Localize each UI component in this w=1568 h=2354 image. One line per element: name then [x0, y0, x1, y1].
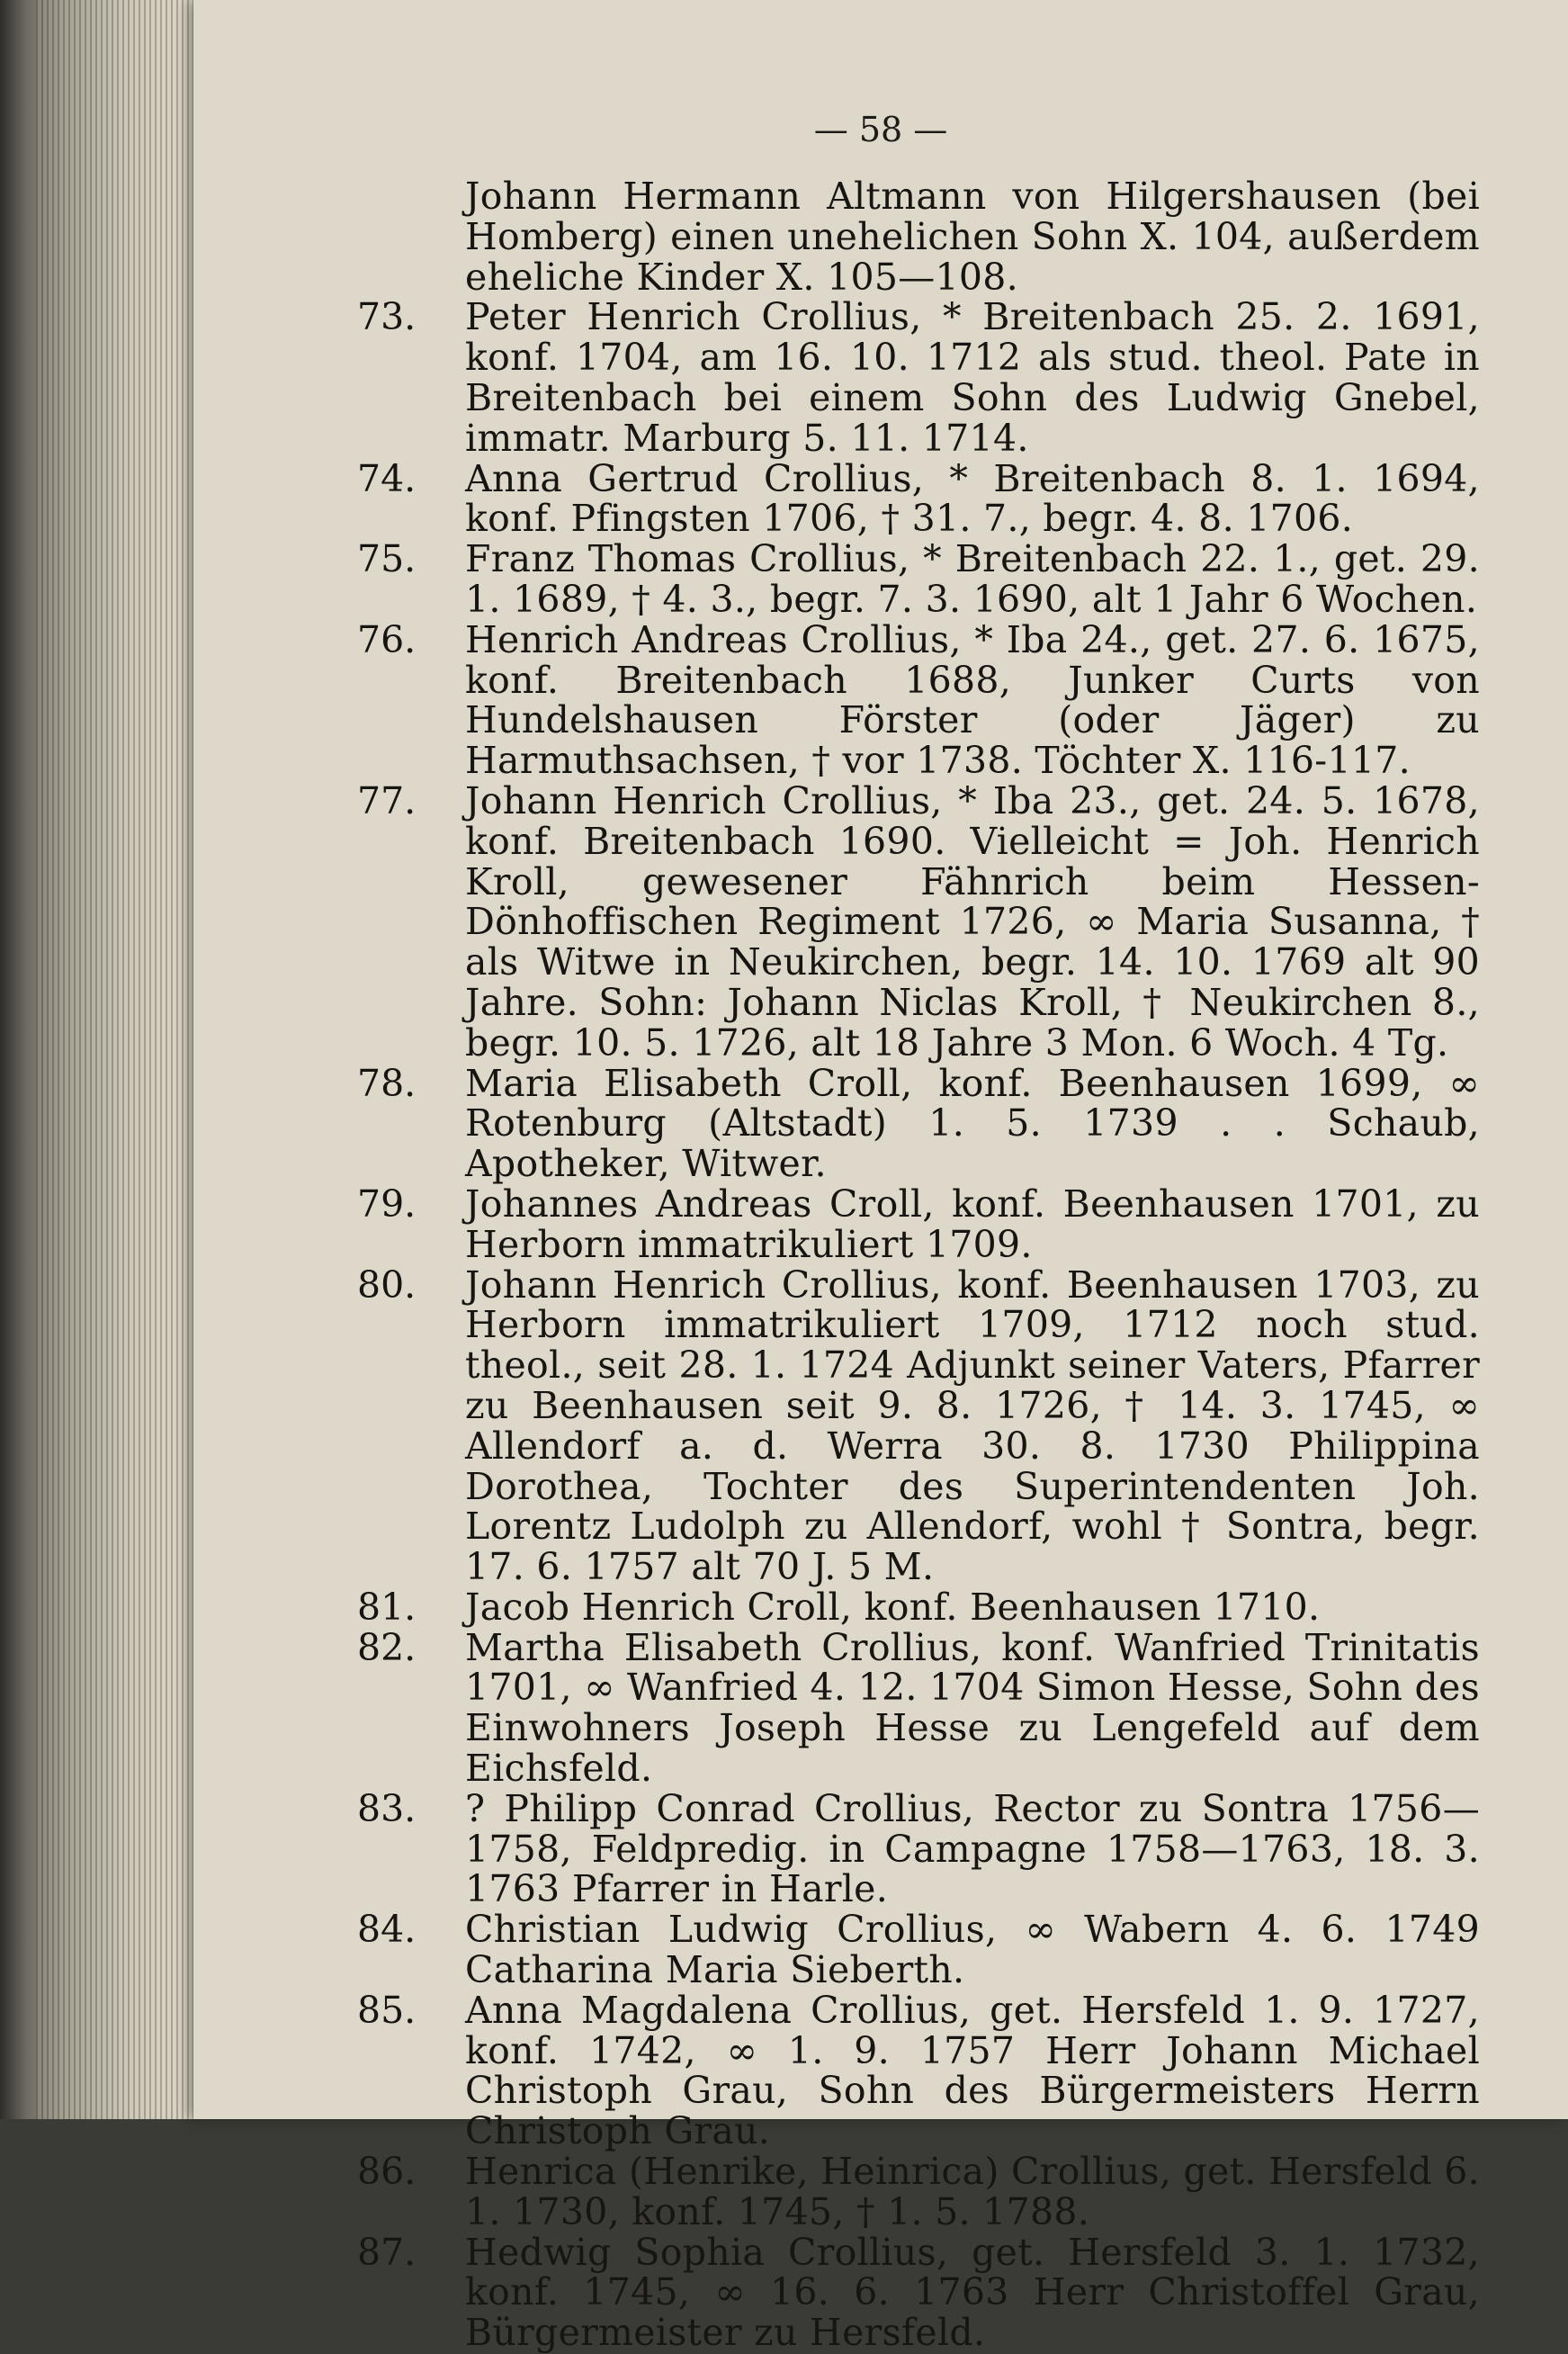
entry-number: 86.	[357, 2150, 417, 2194]
entry-79	[274, 1181, 1480, 1266]
entry-80	[274, 1262, 1480, 1589]
entry-78	[274, 1061, 1480, 1186]
entry-number: 82.	[357, 1625, 417, 1669]
entry-text: Martha Elisabeth Crollius, konf. Wanfried Trinitatis 1701, ∞ Wanfried 4. 12. 1704 Simon Hesse, Sohn des Einwohners Joseph Hesse zu Lengefeld auf dem Eichsfeld.	[465, 1625, 1481, 1791]
entry-number: 74.	[357, 456, 417, 500]
entry-86	[274, 2152, 1480, 2233]
entry-text: Henrich Andreas Crollius, * Iba 24., get. 27. 6. 1675, konf. Breitenbach 1688, Junker Curts von Hundelshausen Förster (oder Jäger) zu Harmuthsachsen, † vor 1738. Töchter X. 116-117.	[465, 617, 1480, 783]
entry-number: 78.	[357, 1061, 417, 1105]
entry-number: 83.	[357, 1786, 417, 1830]
intro-paragraph: Johann Hermann Altmann von Hilgershausen (bei Homberg) einen unehelichen Sohn X. 104, außerdem eheliche Kinder X. 105—108.	[465, 175, 1480, 299]
entry-number: 81.	[357, 1585, 417, 1629]
entry-83	[274, 1786, 1480, 1911]
entry-number: 76.	[357, 617, 417, 661]
entry-number: 85.	[357, 1988, 417, 2032]
entry-number: 75.	[357, 537, 417, 581]
entry-text: Jacob Henrich Croll, konf. Beenhausen 1710.	[465, 1585, 1321, 1629]
entry-76	[274, 617, 1480, 783]
entry-73	[274, 297, 1480, 458]
entry-84	[274, 1909, 1480, 1990]
entry-text: Johann Henrich Crollius, * Iba 23., get. 24. 5. 1678, konf. Breitenbach 1690. Vielleicht = Joh. Henrich Kroll, gewesener Fähnrich beim Hessen-Dönhoffischen Regiment 1726, ∞ Maria Susanna, † als Witwe in Neukirchen, begr. 14. 10. 1769 alt 90 Jahre. Sohn: Johann Niclas Kroll, † Neukirchen 8., begr. 10. 5. 1726, alt 18 Jahre 3 Mon. 6 Woch. 4 Tg.	[465, 778, 1480, 1065]
entry-85	[274, 1990, 1480, 2152]
entry-text: Maria Elisabeth Croll, konf. Beenhausen 1699, ∞ Rotenburg (Altstadt) 1. 5. 1739 . . Schaub, Apotheker, Witwer.	[465, 1061, 1480, 1186]
entry-number: 73.	[357, 295, 417, 339]
entry-number: 77.	[357, 778, 417, 822]
entry-text: Franz Thomas Crollius, * Breitenbach 22. 1., get. 29. 1. 1689, † 4. 3., begr. 7. 3. 1690, alt 1 Jahr 6 Wochen.	[465, 537, 1480, 621]
entry-number: 84.	[357, 1908, 417, 1952]
entry-text: ? Philipp Conrad Crollius, Rector zu Sontra 1756—1758, Feldpredig. in Campagne 1758—1763, 18. 3. 1763 Pfarrer in Harle.	[465, 1786, 1480, 1911]
entry-text: Johann Henrich Crollius, konf. Beenhausen 1703, zu Herborn immatrikuliert 1709, 1712 noch stud. theol., seit 28. 1. 1724 Adjunkt seiner Vaters, Pfarrer zu Beenhausen seit 9. 8. 1726, † 14. 3. 1745, ∞ Allendorf a. d. Werra 30. 8. 1730 Philippina Dorothea, Tochter des Superintendenten Joh. Lorentz Ludolph zu Allendorf, wohl † Sontra, begr. 17. 6. 1757 alt 70 J. 5 M.	[465, 1262, 1480, 1589]
entry-77	[274, 778, 1480, 1065]
entry-text: Anna Gertrud Crollius, * Breitenbach 8. 1. 1694, konf. Pfingsten 1706, † 31. 7., begr. 4. 8. 1706.	[465, 456, 1480, 541]
entry-number: 87.	[357, 2230, 417, 2274]
entry-number: 80.	[357, 1262, 417, 1307]
entry-number: 79.	[357, 1181, 417, 1226]
page-content	[274, 176, 1480, 2353]
entry-text: Christian Ludwig Crollius, ∞ Wabern 4. 6. 1749 Catharina Maria Sieberth.	[465, 1908, 1480, 1992]
entry-81	[274, 1587, 1480, 1628]
entry-87	[274, 2230, 1480, 2354]
entry-75	[274, 539, 1480, 620]
book-page-edges	[36, 0, 198, 2119]
entry-text: Henrica (Henrike, Heinrica) Crollius, get. Hersfeld 6. 1. 1730, konf. 1745, † 1. 5. 1788.	[465, 2150, 1480, 2233]
entry-text: Peter Henrich Crollius, * Breitenbach 25. 2. 1691, konf. 1704, am 16. 10. 1712 als stud. theol. Pate in Breitenbach bei einem Sohn des Ludwig Gnebel, immatr. Marburg 5. 11. 1714.	[465, 295, 1480, 460]
entry-text: Anna Magdalena Crollius, get. Hersfeld 1. 9. 1727, konf. 1742, ∞ 1. 9. 1757 Herr Johann Michael Christoph Grau, Sohn des Bürgermeisters Herrn Christoph Grau.	[465, 1988, 1480, 2153]
entry-text: Johannes Andreas Croll, konf. Beenhausen 1701, zu Herborn immatrikuliert 1709.	[465, 1181, 1480, 1266]
page-number: — 58 —	[813, 110, 948, 149]
entry-82	[274, 1625, 1481, 1791]
entry-74	[274, 456, 1480, 541]
entry-text: Hedwig Sophia Crollius, get. Hersfeld 3. 1. 1732, konf. 1745, ∞ 16. 6. 1763 Herr Christoffel Grau, Bürgermeister zu Hersfeld.	[465, 2230, 1480, 2354]
